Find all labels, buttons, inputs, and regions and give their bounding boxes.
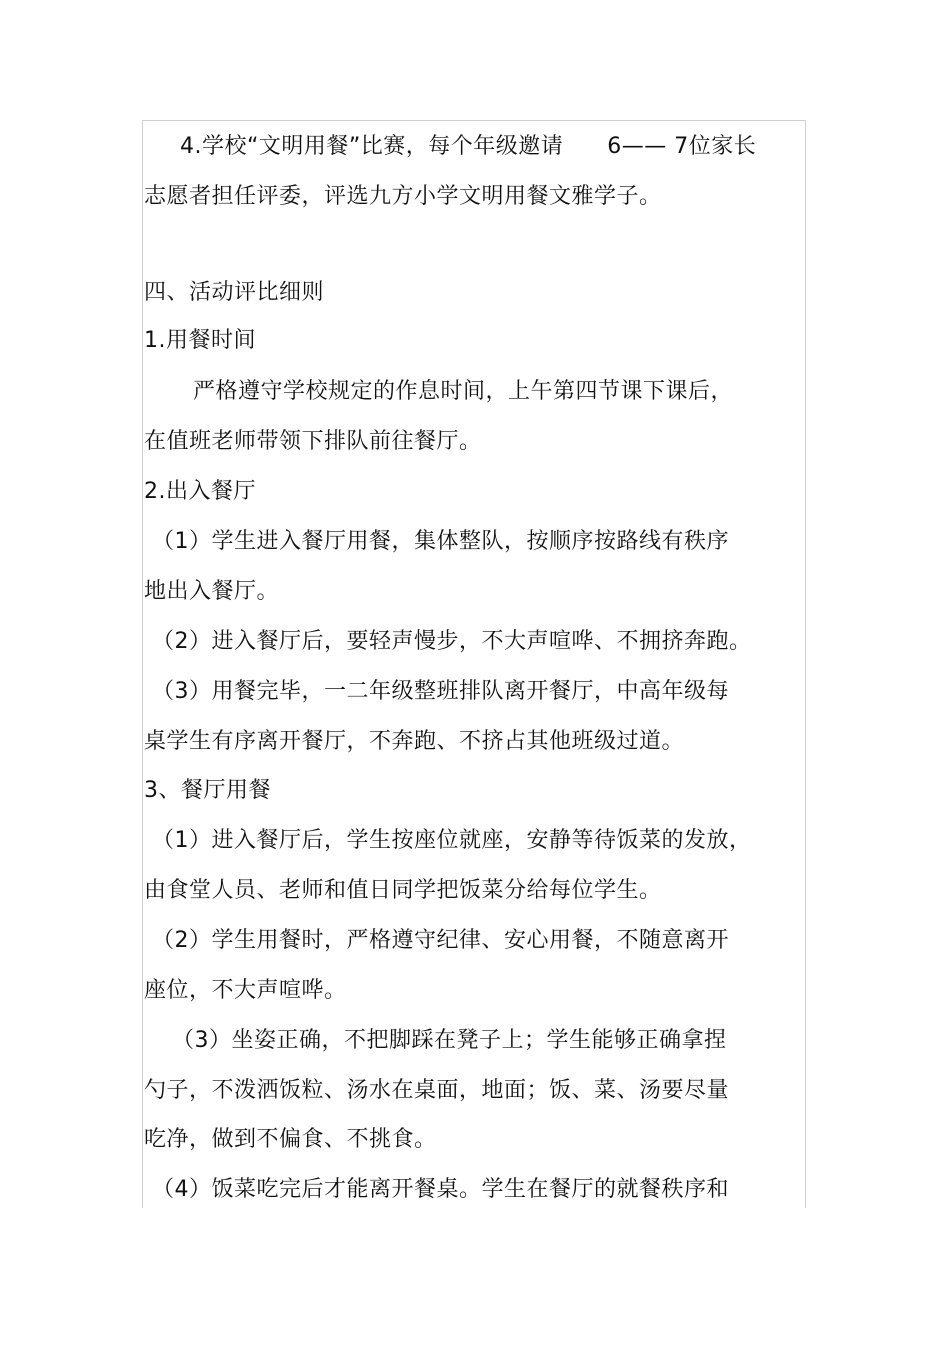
paragraph-line-enter-3: （2）进入餐厅后，要轻声慢步，不大声喧哗、不拥挤奔跑。	[152, 629, 752, 654]
subheading-meal-time: 1.用餐时间	[144, 328, 256, 353]
subheading-dining: 3、餐厅用餐	[144, 778, 271, 803]
paragraph-line-dining-2: 由食堂人员、老师和值日同学把饭菜分给每位学生。	[144, 878, 662, 903]
paragraph-line-dining-1: （1）进入餐厅后，学生按座位就座，安静等待饭菜的发放，	[152, 828, 752, 853]
line-1-text-continued: 6—— 7位家长	[607, 134, 757, 159]
paragraph-line-dining-6: 勺子，不泼洒饭粒、汤水在桌面，地面；饭、菜、汤要尽量	[144, 1078, 730, 1103]
paragraph-line-dining-3: （2）学生用餐时，严格遵守纪律、安心用餐，不随意离开	[152, 928, 729, 953]
paragraph-line-dining-8: （4）饭菜吃完后才能离开餐桌。学生在餐厅的就餐秩序和	[152, 1177, 729, 1202]
paragraph-line-2: 志愿者担任评委，评选九方小学文明用餐文雅学子。	[144, 184, 662, 209]
subheading-enter-exit: 2.出入餐厅	[144, 479, 256, 504]
paragraph-line-dining-4: 座位，不大声喧哗。	[144, 978, 347, 1003]
section-heading-4: 四、活动评比细则	[144, 280, 325, 305]
paragraph-line-meal-time-2: 在值班老师带领下排队前往餐厅。	[144, 429, 482, 454]
line-1-text: 4.学校“文明用餐”比赛，每个年级邀请	[180, 134, 564, 159]
paragraph-line-1	[180, 132, 756, 162]
paragraph-line-meal-time-1: 严格遵守学校规定的作息时间，上午第四节课下课后，	[193, 379, 734, 404]
paragraph-line-enter-2: 地出入餐厅。	[144, 579, 280, 604]
paragraph-line-enter-4: （3）用餐完毕，一二年级整班排队离开餐厅，中高年级每	[152, 679, 729, 704]
paragraph-line-dining-5: （3）坐姿正确，不把脚踩在凳子上；学生能够正确拿捏	[172, 1028, 727, 1053]
paragraph-line-enter-5: 桌学生有序离开餐厅，不奔跑、不挤占其他班级过道。	[144, 729, 685, 754]
paragraph-line-dining-7: 吃净，做到不偏食、不挑食。	[144, 1127, 437, 1152]
paragraph-line-enter-1: （1）学生进入餐厅用餐，集体整队，按顺序按路线有秩序	[152, 529, 729, 554]
